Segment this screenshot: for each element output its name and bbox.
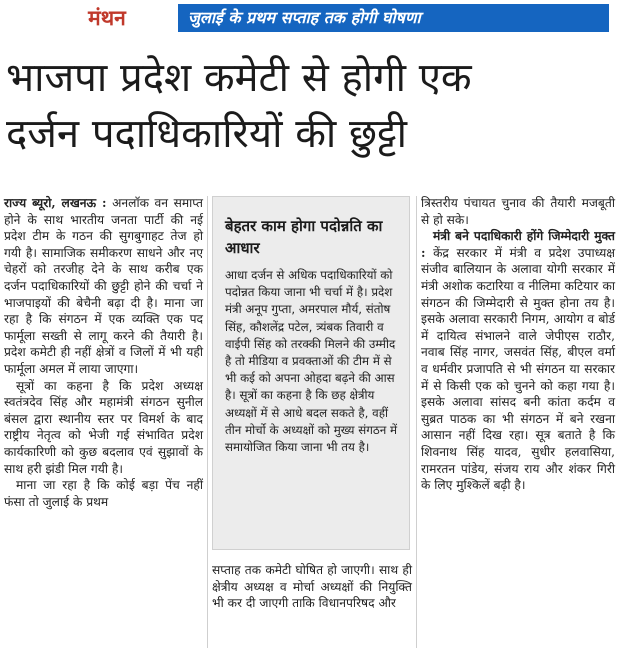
paragraph: त्रिस्तरीय पंचायत चुनाव की तैयारी मजबूती से हो सके। (421, 196, 615, 227)
paragraph: सूत्रों का कहना है कि प्रदेश अध्यक्ष स्वतंत्रदेव सिंह और महामंत्री संगठन सुनील बंसल द्वारा स्थानीय स्तर पर विमर्श के बाद राष्ट्रीय नेतृत्व को भेजी गई संभावित प्रदेश कार्यकारिणी को कुछ बदलाव एवं सुझावों के साथ हरी झंडी मिल गयी है। (4, 378, 203, 476)
article-column-3 (421, 195, 615, 494)
paragraph (4, 195, 203, 378)
subheading: मंत्री बने पदाधिकारी होंगे जिम्मेदारी मुक्त : (421, 229, 615, 260)
article-column-2 (212, 562, 412, 612)
sidebar-box-body: आधा दर्जन से अधिक पदाधिकारियों को पदोन्नत किया जाना भी चर्चा में है। प्रदेश मंत्री अनूप गुप्ता, अमरपाल मौर्य, संतोष सिंह, कौशलेंद्र पटेल, त्र्यंबक तिवारी व वाईपी सिंह को तरक्की मिलने की उम्मीद है तो मीडिया व प्रवक्ताओं की टीम में से भी कई को अपना ओहदा बढ़ने की आस है। सूत्रों का कहना है कि छह क्षेत्रीय अध्यक्षों में से आधे बदल सकते है, वहीं तीन मोर्चो के अध्यक्षों को मुख्य संगठन में समायोजित किया जाना भी तय है। (225, 268, 398, 455)
sidebar-box (212, 196, 410, 550)
paragraph-text: अनलॉक वन समाप्त होने के साथ भारतीय जनता पार्टी की नई प्रदेश टीम के गठन की सुगबुगाहट तेज हो गयी है। सामाजिक समीकरण साधने और नए चेहरों को तरजीह देने के साथ करीब एक दर्जन पदाधिकारियों की छुट्टी होने की चर्चा ने भाजपाइयों की बेचैनी बढ़ा दी है। माना जा रहा है कि संगठन में एक व्यक्ति एक पद फार्मूला सख्ती से लागू करने की तैयारी है। प्रदेश कमेटी ही नहीं क्षेत्रों व जिलों में भी यही फार्मूला अमल में लाया जाएगा। (4, 196, 203, 376)
paragraph-text: केंद्र सरकार में मंत्री व प्रदेश उपाध्यक्ष संजीव बालियान के अलावा योगी सरकार में मंत्री अशोक कटारिया व नीलिमा कटियार का संगठन की जिम्मेदारी से मुक्त होना तय है। इसके अलावा सरकारी निगम, आयोग व बोर्ड में दायित्व संभालने वाले जेपीएस राठौर, नवाब सिंह नागर, जसवंत सिंह, बीएल वर्मा व धर्मवीर प्रजापति से भी संगठन या सरकार में से किसी एक को चुनने को कहा गया है। इसके अलावा सांसद बनी कांता कर्दम व सुब्रत पाठक का भी संगठन में बने रखना आसान नहीं दिख रहा। सूत्र बताते है कि शिवनाथ सिंह यादव, सुधीर हलवासिया, रामरतन पांडेय, संजय राय और शंकर गिरी के लिए मुश्किलें बढ़ी है। (421, 245, 615, 493)
paragraph: माना जा रहा है कि कोई बड़ा पेंच नहीं फंसा तो जुलाई के प्रथम (4, 478, 203, 509)
page-header (0, 0, 619, 40)
headline-line-2: दर्जन पदाधिकारियों की छुट्टी (6, 111, 407, 157)
headline-line-1: भाजपा प्रदेश कमेटी से होगी एक (6, 55, 472, 101)
section-tag: मंथन (88, 6, 126, 30)
paragraph: सप्ताह तक कमेटी घोषित हो जाएगी। साथ ही क्षेत्रीय अध्यक्ष व मोर्चा अध्यक्षों की नियुक्ति भी कर दी जाएगी ताकि विधानपरिषद और (212, 563, 412, 611)
paragraph (421, 228, 615, 494)
strapline: जुलाई के प्रथम सप्ताह तक होगी घोषणा (178, 4, 609, 32)
sidebar-box-title: बेहतर काम होगा पदोन्नति का आधार (225, 217, 383, 257)
column-divider (207, 196, 208, 648)
article-column-1 (4, 195, 203, 510)
column-divider (416, 196, 417, 648)
headline (6, 50, 614, 162)
dateline: राज्य ब्यूरो, लखनऊ : (4, 196, 107, 210)
